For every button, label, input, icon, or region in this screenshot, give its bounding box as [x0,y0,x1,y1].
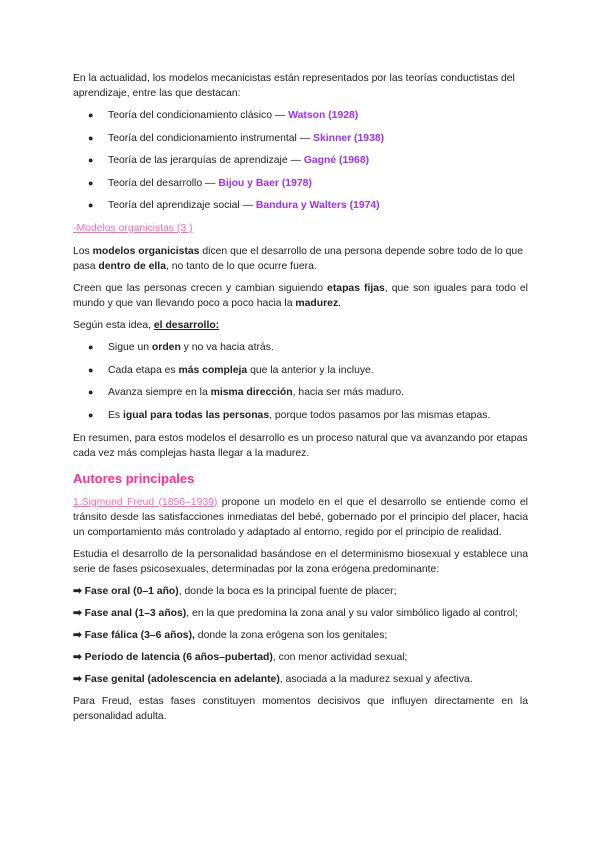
freud-link[interactable]: 1.Sigmund Freud (1856–1939) [73,496,218,508]
list-item: ● Teoría del aprendizaje social — Bandura y Walters (1974) [88,200,380,211]
phase-item: ➡ Periodo de latencia (6 años–pubertad), con menor actividad sexual; [73,651,408,663]
organicist-models-link[interactable]: -Modelos organicistas (3 ) [73,223,193,234]
organicist-paragraph-2: Creen que las personas crecen y cambian siguiendo etapas fijas, que son iguales para todo el mundo y que van llevando poco a poco hacia la madurez. [73,283,528,309]
author-citation: Watson (1928) [288,110,359,121]
bullet-icon: ● [88,387,94,397]
phase-item: ➡ Fase genital (adolescencia en adelante), asociada a la madurez sexual y afectiva. [73,673,473,685]
arrow-right-icon: ➡ [73,673,82,685]
closing-paragraph: Para Freud, estas fases constituyen momentos decisivos que influyen directamente en la personalidad adulta. [73,695,528,722]
bullet-icon: ● [88,155,94,165]
intro-paragraph: En la actualidad, los modelos mecanicistas están representados por las teorías conductistas del aprendizaje, entre las que destacan: [73,73,515,99]
bullet-icon: ● [88,342,94,352]
phases-list [73,584,528,687]
organicist-paragraph-3: Según esta idea, el desarrollo: [73,320,220,331]
summary-paragraph: En resumen, para estos modelos el desarrollo es un proceso natural que va avanzando por etapas cada vez más complejas hasta llegar a la madurez. [73,432,528,459]
document-body [73,71,528,731]
list-item: ● Sigue un orden y no va hacia atrás. [88,342,274,353]
study-paragraph: Estudia el desarrollo de la personalidad basándose en el determinismo biosexual y establece una serie de fases psicosexuales, determinadas por la zona erógena predominante: [73,548,528,575]
list-item: ● Teoría de las jerarquías de aprendizaje — Gagné (1968) [88,155,370,166]
author-citation: Bijou y Baer (1978) [218,177,312,189]
phase-item: ➡ Fase anal (1–3 años), en la que predomina la zona anal y su valor simbólico ligado al control; [73,607,518,619]
bullet-icon: ● [88,364,94,375]
author-citation: Gagné (1968) [303,155,370,166]
organicist-paragraph-1: Los modelos organicistas dicen que el desarrollo de una persona depende sobre todo de lo que pasa dentro de ella, no tanto de lo que ocurre fuera. [73,246,523,272]
bullet-icon: ● [88,177,94,188]
freud-paragraph: 1.Sigmund Freud (1856–1939) propone un modelo en el que el desarrollo se entiende como el tránsito desde las satisfacciones inmediatas del bebé, gobernado por el principio del placer, hacia un comportamiento más controlado y adaptado al entorno, regido por el principio de realidad. [73,496,528,538]
author-citation: Bandura y Walters (1974) [255,200,380,211]
bullet-icon: ● [88,132,94,143]
section-heading: Autores principales [73,470,195,486]
phase-item: ➡ Fase fálica (3–6 años), donde la zona erógena son los genitales; [73,629,388,641]
bullet-icon: ● [88,409,94,420]
bullet-icon: ● [88,200,94,210]
phase-item: ➡ Fase oral (0–1 año), donde la boca es la principal fuente de placer; [73,585,397,597]
list-item: ● Avanza siempre en la misma dirección, hacia ser más maduro. [88,387,405,398]
author-citation: Skinner (1938) [313,132,385,144]
arrow-right-icon: ➡ [73,585,82,597]
list-item: ● Cada etapa es más compleja que la anterior y la incluye. [88,364,374,376]
arrow-right-icon: ➡ [73,629,82,641]
mechanistic-theories-list [73,108,528,213]
development-points-list [73,340,528,423]
list-item: ● Teoría del condicionamiento instrumental — Skinner (1938) [88,132,385,144]
list-item: ● Teoría del condicionamiento clásico — Watson (1928) [88,110,359,121]
arrow-right-icon: ➡ [73,607,82,619]
list-item: ● Es igual para todas las personas, porque todos pasamos por las mismas etapas. [88,409,491,421]
arrow-right-icon: ➡ [73,651,82,663]
bullet-icon: ● [88,110,94,120]
list-item: ● Teoría del desarrollo — Bijou y Baer (1978) [88,177,312,189]
